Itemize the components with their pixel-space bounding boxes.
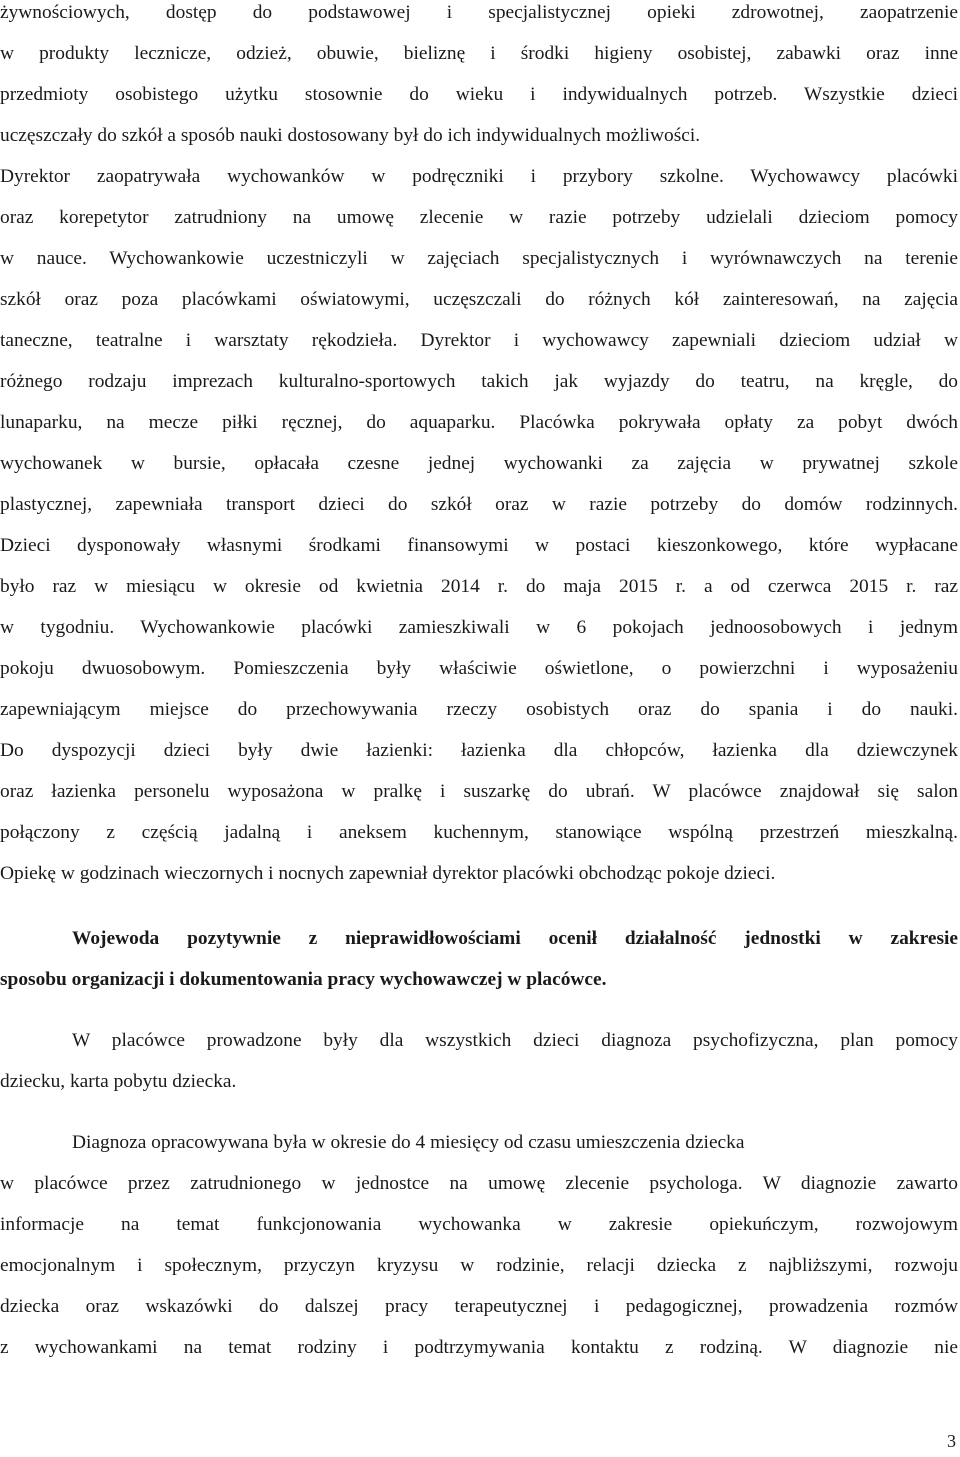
text-line: informacje na temat funkcjonowania wychowanka w zakresie opiekuńczym, rozwojowym (0, 1214, 958, 1235)
text-line: dziecku, karta pobytu dziecka. (0, 1071, 237, 1092)
bold-text-line: Wojewoda pozytywnie z nieprawidłowościami ocenił działalność jednostki w zakresie (72, 928, 958, 949)
text-line: lunaparku, na mecze piłki ręcznej, do aquaparku. Placówka pokrywała opłaty za pobyt dwóch (0, 412, 958, 433)
text-line: w nauce. Wychowankowie uczestniczyli w zajęciach specjalistycznych i wyrównawczych na terenie (0, 248, 958, 269)
text-line: w produkty lecznicze, odzież, obuwie, bieliznę i środki higieny osobistej, zabawki oraz inne (0, 43, 958, 64)
text-line: oraz korepetytor zatrudniony na umowę zlecenie w razie potrzeby udzielali dzieciom pomocy (0, 207, 958, 228)
text-line: przedmioty osobistego użytku stosownie do wieku i indywidualnych potrzeb. Wszystkie dzieci (0, 84, 958, 105)
text-line: Dyrektor zaopatrywała wychowanków w podręczniki i przybory szkolne. Wychowawcy placówki (0, 166, 958, 187)
text-line: różnego rodzaju imprezach kulturalno-sportowych takich jak wyjazdy do teatru, na kręgle, do (0, 371, 958, 392)
page-number: 3 (947, 1431, 956, 1451)
text-line: taneczne, teatralne i warsztaty rękodzieła. Dyrektor i wychowawcy zapewniali dzieciom udział w (0, 330, 958, 351)
text-line: szkół oraz poza placówkami oświatowymi, uczęszczali do różnych kół zainteresowań, na zajęcia (0, 289, 958, 310)
text-line: dziecka oraz wskazówki do dalszej pracy terapeutycznej i pedagogicznej, prowadzenia rozmów (0, 1296, 958, 1317)
text-line: żywnościowych, dostęp do podstawowej i specjalistycznej opieki zdrowotnej, zaopatrzenie (0, 2, 958, 23)
bold-text-line: sposobu organizacji i dokumentowania pracy wychowawczej w placówce. (0, 969, 607, 990)
text-line: Diagnoza opracowywana była w okresie do 4 miesięcy od czasu umieszczenia dziecka (72, 1132, 745, 1153)
text-line: uczęszczały do szkół a sposób nauki dostosowany był do ich indywidualnych możliwości. (0, 125, 701, 146)
text-line: emocjonalnym i społecznym, przyczyn kryzysu w rodzinie, relacji dziecka z najbliższymi, rozwoju (0, 1255, 958, 1276)
text-line: plastycznej, zapewniała transport dzieci do szkół oraz w razie potrzeby do domów rodzinnych. (0, 494, 958, 515)
text-line: w tygodniu. Wychowankowie placówki zamieszkiwali w 6 pokojach jednoosobowych i jednym (0, 617, 958, 638)
text-line: wychowanek w bursie, opłacała czesne jednej wychowanki za zajęcia w prywatnej szkole (0, 453, 958, 474)
text-line: oraz łazienka personelu wyposażona w pralkę i suszarkę do ubrań. W placówce znajdował się salon (0, 781, 958, 802)
text-line: w placówce przez zatrudnionego w jednostce na umowę zlecenie psychologa. W diagnozie zawarto (0, 1173, 958, 1194)
text-line: Opiekę w godzinach wieczornych i nocnych zapewniał dyrektor placówki obchodząc pokoje dzieci. (0, 863, 776, 884)
text-line: pokoju dwuosobowym. Pomieszczenia były właściwie oświetlone, o powierzchni i wyposażeniu (0, 658, 958, 679)
text-line: Do dyspozycji dzieci były dwie łazienki: łazienka dla chłopców, łazienka dla dziewczynek (0, 740, 958, 761)
text-line: połączony z częścią jadalną i aneksem kuchennym, stanowiące wspólną przestrzeń mieszkalną. (0, 822, 958, 843)
text-line: Dzieci dysponowały własnymi środkami finansowymi w postaci kieszonkowego, które wypłacane (0, 535, 958, 556)
text-line: W placówce prowadzone były dla wszystkich dzieci diagnoza psychofizyczna, plan pomocy (72, 1030, 958, 1051)
text-line: zapewniającym miejsce do przechowywania rzeczy osobistych oraz do spania i do nauki. (0, 699, 958, 720)
text-line: z wychowankami na temat rodziny i podtrzymywania kontaktu z rodziną. W diagnozie nie (0, 1337, 958, 1358)
text-line: było raz w miesiącu w okresie od kwietnia 2014 r. do maja 2015 r. a od czerwca 2015 r. raz (0, 576, 958, 597)
